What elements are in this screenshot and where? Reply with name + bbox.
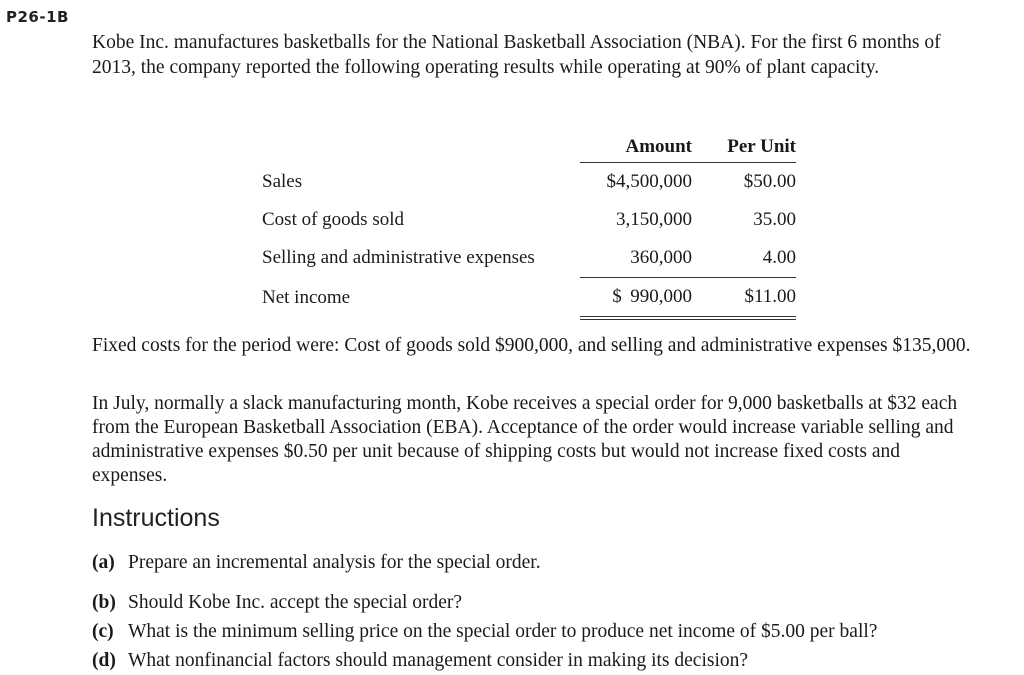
table-row bbox=[262, 163, 796, 202]
question-text: Should Kobe Inc. accept the special order? bbox=[128, 591, 463, 613]
header-label-spacer bbox=[262, 128, 580, 163]
fixed-costs-paragraph: Fixed costs for the period were: Cost of goods sold $900,000, and selling and administrative expenses $135,000. bbox=[92, 335, 971, 356]
problem-id: P26-1B bbox=[6, 8, 69, 26]
row-label-sales: Sales bbox=[262, 170, 303, 192]
question-label: (b) bbox=[92, 591, 116, 613]
question-text: What is the minimum selling price on the special order to produce net income of $5.00 per ball? bbox=[128, 620, 878, 642]
net-income-amount-value: 990,000 bbox=[630, 286, 692, 307]
net-income-dollar-sign: $ bbox=[612, 286, 622, 307]
table-row-total bbox=[262, 278, 796, 319]
row-label-sga: Selling and administrative expenses bbox=[262, 247, 535, 269]
header-amount: Amount bbox=[580, 128, 706, 163]
question-label: (c) bbox=[92, 620, 114, 642]
question-list bbox=[92, 548, 992, 675]
header-per-unit: Per Unit bbox=[706, 128, 796, 163]
operating-results-table-wrap bbox=[262, 128, 802, 320]
special-order-paragraph: In July, normally a slack manufacturing month, Kobe receives a special order for 9,000 basketballs at $32 each from the European Basketball Association (EBA). Acceptance of the order would increase variable selling and administrative expenses $0.50 per unit because of shipping costs but would not increase fixed costs and expenses. bbox=[92, 393, 958, 486]
sga-per-unit: 4.00 bbox=[762, 247, 796, 268]
list-item bbox=[92, 617, 992, 646]
sales-amount: $4,500,000 bbox=[606, 171, 692, 192]
row-label-cogs: Cost of goods sold bbox=[262, 209, 404, 230]
table-header-row bbox=[262, 128, 796, 163]
row-label-net-income: Net income bbox=[262, 286, 351, 308]
table-row bbox=[262, 201, 796, 239]
list-item bbox=[92, 548, 992, 577]
net-income-amount bbox=[580, 278, 706, 319]
sales-per-unit: $50.00 bbox=[743, 171, 796, 192]
cogs-amount: 3,150,000 bbox=[616, 209, 692, 230]
net-income-per-unit: $11.00 bbox=[706, 278, 796, 319]
list-item bbox=[92, 646, 992, 675]
list-item bbox=[92, 588, 992, 617]
sga-amount: 360,000 bbox=[630, 247, 692, 268]
operating-results-table bbox=[262, 128, 796, 320]
question-label: (d) bbox=[92, 649, 116, 671]
question-label: (a) bbox=[92, 551, 115, 573]
cogs-per-unit: 35.00 bbox=[753, 209, 796, 230]
instructions-heading: Instructions bbox=[92, 504, 220, 532]
intro-paragraph: Kobe Inc. manufactures basketballs for the National Basketball Association (NBA). For the first 6 months of 2013, the company reported the following operating results while operating at 90% of plant capacity. bbox=[92, 32, 941, 78]
table-row bbox=[262, 239, 796, 278]
question-text: What nonfinancial factors should management consider in making its decision? bbox=[128, 649, 749, 671]
question-text: Prepare an incremental analysis for the special order. bbox=[128, 551, 541, 573]
